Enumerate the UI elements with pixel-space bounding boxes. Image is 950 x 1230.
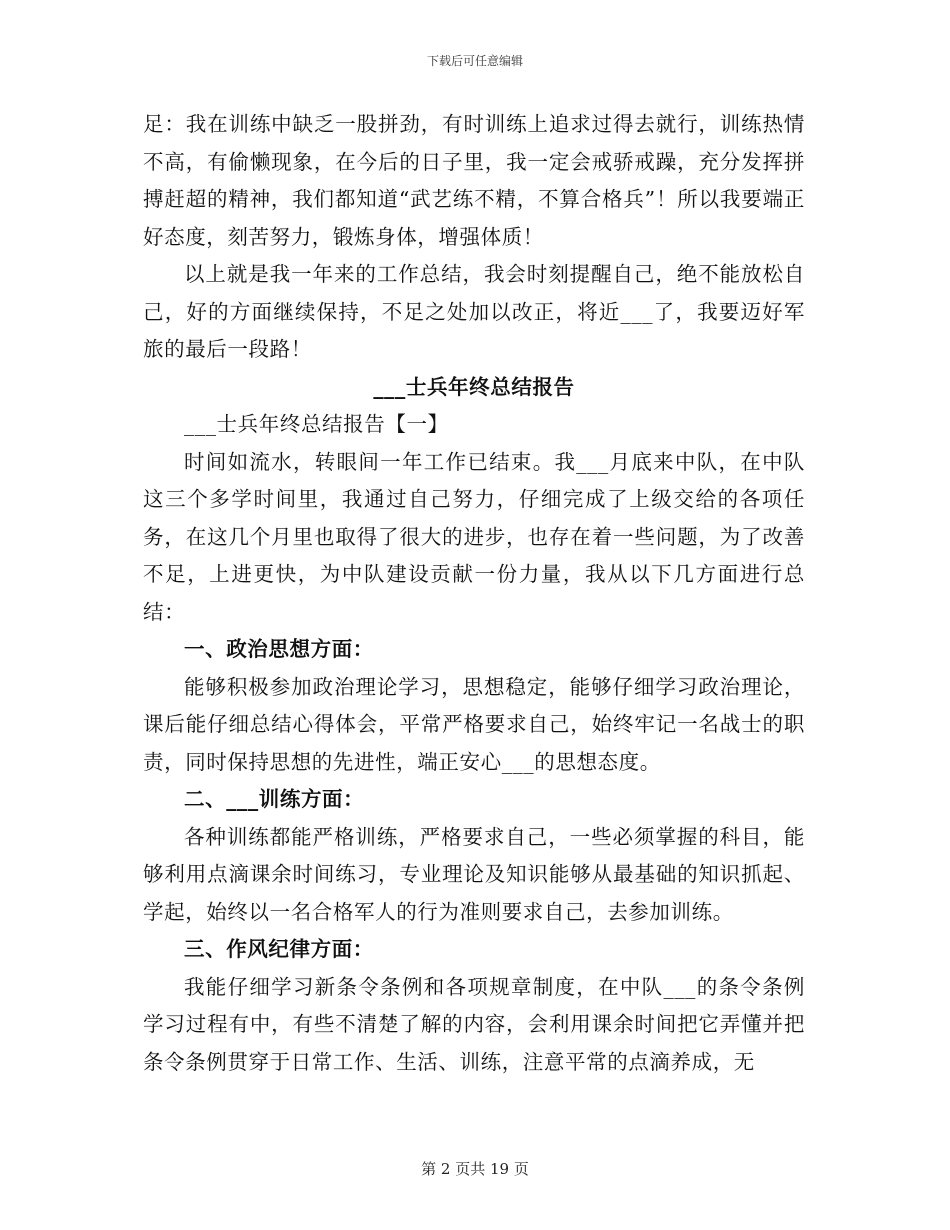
section-heading-discipline: 三、作风纪律方面： <box>184 937 374 961</box>
document-body <box>143 106 805 1081</box>
section-heading-political: 一、政治思想方面： <box>184 637 374 661</box>
page-footer: 第 2 页共 19 页 <box>421 1160 529 1178</box>
page-header: 下载后可任意编辑 <box>426 54 523 68</box>
report-title: ___士兵年终总结报告 <box>373 374 575 399</box>
report-subtitle: ___士兵年终总结报告【一】 <box>184 412 449 436</box>
paragraph-training: 各种训练都能严格训练，严格要求自己，一些必须掌握的科目，能够利用点滴课余时间练习，专业理论及知识能够从最基础的知识抓起、学起，始终以一名合格军人的行为准则要求自己，去参加训练。 <box>143 824 805 924</box>
paragraph-political: 能够积极参加政治理论学习，思想稳定，能够仔细学习政治理论，课后能仔细总结心得体会，平常严格要求自己，始终牢记一名战士的职责，同时保持思想的先进性，端正安心___的思想态度。 <box>143 674 805 774</box>
paragraph-discipline: 我能仔细学习新条令条例和各项规章制度，在中队___的条令条例学习过程有中，有些不清楚了解的内容，会利用课余时间把它弄懂并把条令条例贯穿于日常工作、生活、训练，注意平常的点滴养成，无 <box>143 974 805 1074</box>
paragraph-conclusion: 以上就是我一年来的工作总结，我会时刻提醒自己，绝不能放松自己，好的方面继续保持，不足之处加以改正，将近___了，我要迈好军旅的最后一段路！ <box>143 262 805 361</box>
section-heading-training: 二、___训练方面： <box>184 787 365 811</box>
paragraph-intro: 时间如流水，转眼间一年工作已结束。我___月底来中队，在中队这三个多学时间里，我通过自己努力，仔细完成了上级交给的各项任务，在这几个月里也取得了很大的进步，也存在着一些问题，为了改善不足，上进更快，为中队建设贡献一份力量，我从以下几方面进行总结： <box>143 449 805 624</box>
paragraph-continuation: 足：我在训练中缺乏一股拼劲，有时训练上追求过得去就行，训练热情不高，有偷懒现象，在今后的日子里，我一定会戒骄戒躁，充分发挥拼搏赶超的精神，我们都知道“武艺练不精，不算合格兵”！所以我要端正好态度，刻苦努力，锻炼身体，增强体质！ <box>143 112 805 249</box>
